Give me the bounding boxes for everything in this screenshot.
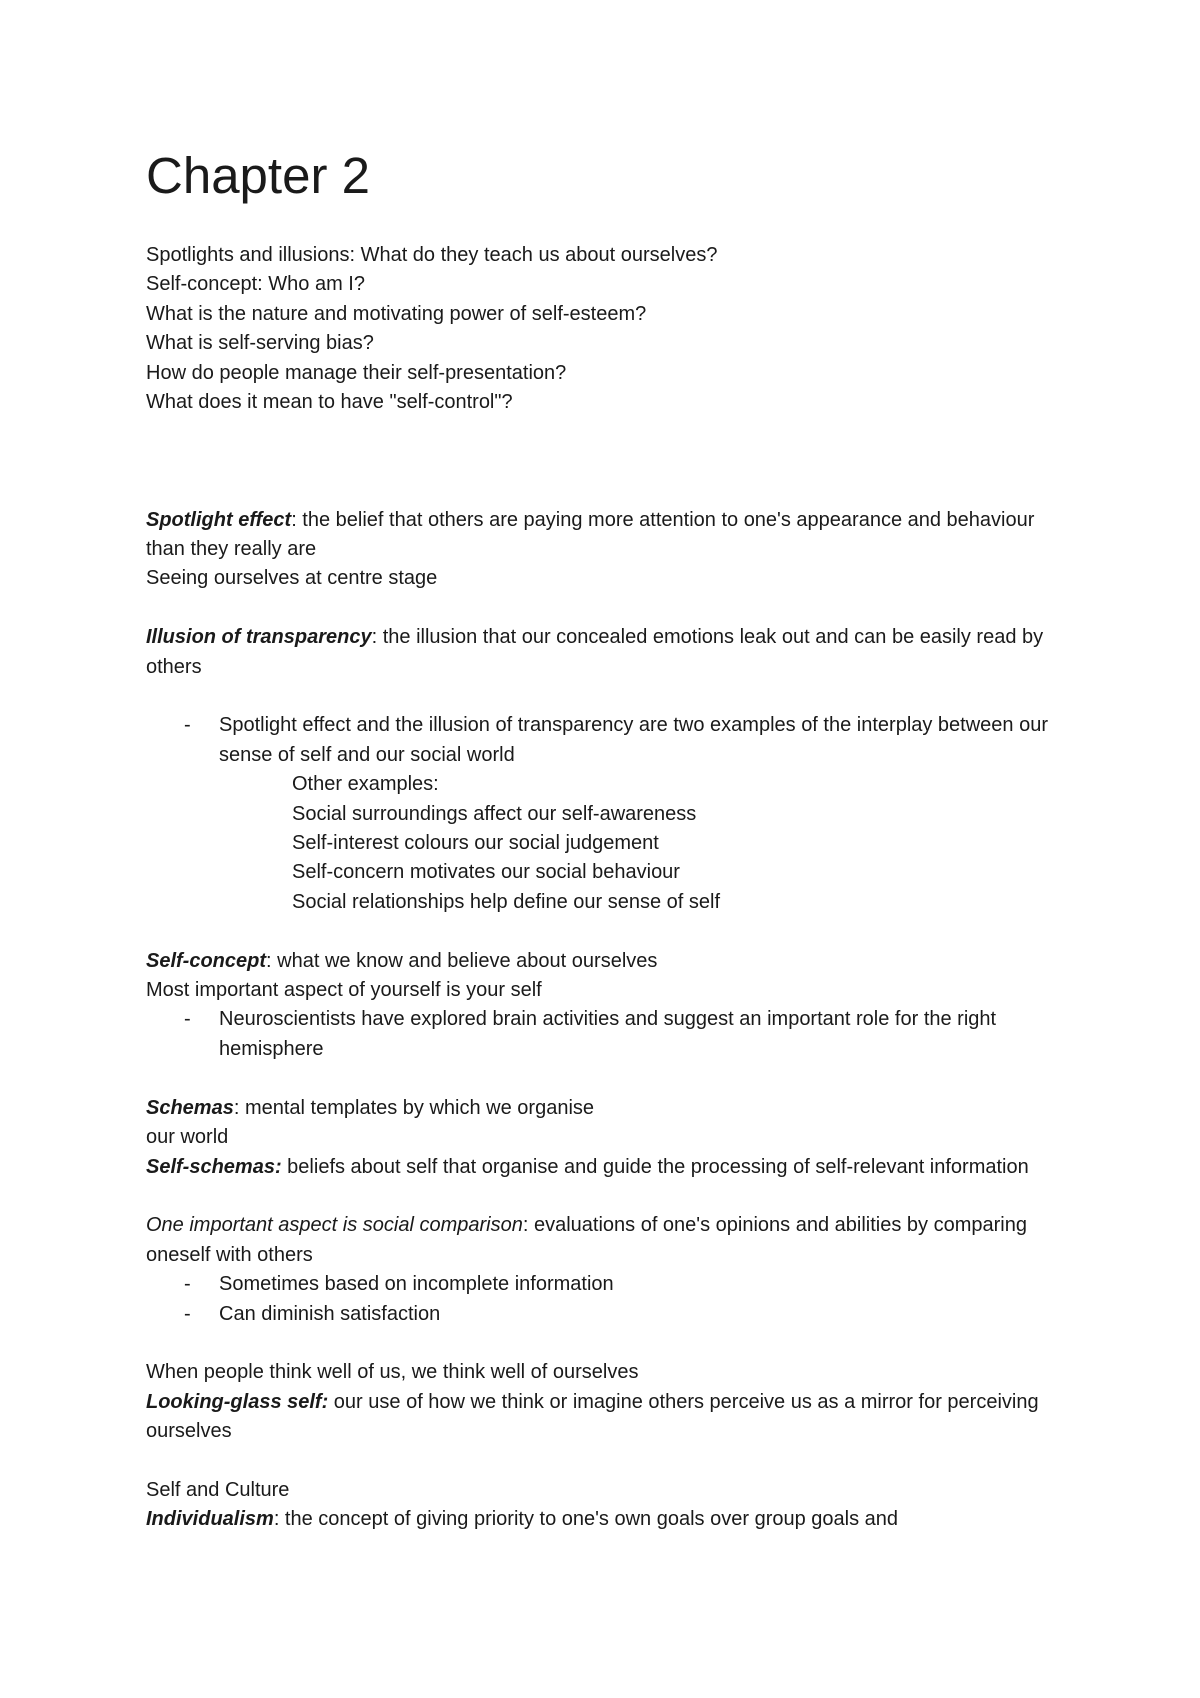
bullet-text: Can diminish satisfaction	[219, 1302, 441, 1325]
definition-paragraph	[146, 1153, 1066, 1182]
definition-text: beliefs about self that organise and guide the processing of self-relevant information	[281, 1155, 1029, 1178]
question-item: Spotlights and illusions: What do they teach us about ourselves?	[146, 244, 718, 266]
bullet-item	[146, 1005, 1066, 1064]
definition-paragraph	[146, 1094, 1066, 1123]
spotlight-effect-section	[146, 506, 1066, 594]
spacer	[146, 682, 1066, 711]
bullet-item	[146, 1300, 1066, 1329]
example-line: Self-interest colours our social judgement	[292, 832, 659, 855]
definition-text: : evaluations of one's opinions and abilities by comparing oneself with others	[146, 1214, 1027, 1266]
definition-text: : the belief that others are paying more attention to one's appearance and behaviour than they really are	[146, 508, 1035, 561]
definition-term: One important aspect is social comparison	[146, 1214, 523, 1237]
definition-term: Individualism	[146, 1508, 274, 1531]
looking-glass-section	[146, 1358, 1066, 1446]
bullet-text: Neuroscientists have explored brain activities and suggest an important role for the right hemisphere	[219, 1008, 997, 1060]
definition-paragraph	[146, 1505, 1066, 1534]
definition-text: our use of how we think or imagine others perceive us as a mirror for perceiving ourselves	[146, 1390, 1039, 1443]
intro-line: When people think well of us, we think well of ourselves	[146, 1361, 639, 1384]
bullet-text: Sometimes based on incomplete information	[219, 1273, 614, 1296]
definition-paragraph	[146, 1388, 1066, 1447]
definition-paragraph	[146, 947, 1066, 976]
definition-term: Schemas	[146, 1096, 234, 1119]
question-item: Self-concept: Who am I?	[146, 273, 365, 296]
continuation-line: our world	[146, 1126, 229, 1149]
example-line: Social surroundings affect our self-awareness	[292, 802, 697, 825]
definition-text: : what we know and believe about ourselves	[266, 949, 658, 972]
document-page	[146, 0, 1066, 1698]
spacer	[146, 476, 1066, 505]
bullet-dash: -	[184, 1273, 191, 1296]
definition-term: Spotlight effect	[146, 508, 292, 531]
example-line: Other examples:	[292, 773, 439, 796]
bullet-item	[146, 1270, 1066, 1299]
definition-paragraph	[146, 1211, 1066, 1270]
definition-term: Looking-glass self:	[146, 1390, 329, 1413]
self-concept-section	[146, 947, 1066, 1065]
definition-text: : the concept of giving priority to one's own goals over group goals and	[273, 1508, 899, 1531]
chapter-questions	[146, 241, 1066, 417]
definition-paragraph	[146, 623, 1066, 682]
definition-text: : the illusion that our concealed emotions leak out and can be easily read by others	[146, 626, 1044, 678]
spacer	[146, 917, 1066, 946]
definition-term: Illusion of transparency	[146, 626, 372, 649]
bullet-dash: -	[184, 714, 191, 737]
bullet-dash: -	[184, 1008, 191, 1031]
document-body	[146, 241, 1066, 1535]
note-line: Most important aspect of yourself is your self	[146, 979, 542, 1002]
spacer	[146, 1447, 1066, 1476]
question-item: What is self-serving bias?	[146, 332, 374, 355]
spacer	[146, 1329, 1066, 1358]
definition-term: Self-schemas:	[146, 1155, 282, 1178]
question-item: What is the nature and motivating power of self-esteem?	[146, 302, 647, 325]
question-item: What does it mean to have "self-control"?	[146, 391, 513, 414]
page-title: Chapter 2	[146, 147, 370, 204]
example-line: Social relationships help define our sense of self	[292, 890, 721, 913]
example-line: Self-concern motivates our social behaviour	[292, 861, 680, 884]
question-item: How do people manage their self-presentation?	[146, 361, 567, 384]
spacer	[146, 594, 1066, 623]
spacer	[146, 1182, 1066, 1211]
bullet-text: Spotlight effect and the illusion of transparency are two examples of the interplay between our sense of self and our social world	[219, 714, 1049, 766]
definition-term: Self-concept	[146, 949, 267, 972]
self-and-culture-section	[146, 1476, 1066, 1535]
bullet-dash: -	[184, 1302, 191, 1325]
schemas-section	[146, 1094, 1066, 1182]
illusion-of-transparency-section	[146, 623, 1066, 682]
spacer	[146, 1064, 1066, 1093]
section-heading: Self and Culture	[146, 1478, 290, 1501]
spacer	[146, 417, 1066, 476]
social-comparison-section	[146, 1211, 1066, 1329]
interplay-section	[146, 711, 1066, 917]
definition-paragraph	[146, 506, 1066, 565]
definition-text: : mental templates by which we organise	[233, 1096, 595, 1119]
note-line: Seeing ourselves at centre stage	[146, 567, 438, 590]
bullet-item	[146, 711, 1066, 770]
